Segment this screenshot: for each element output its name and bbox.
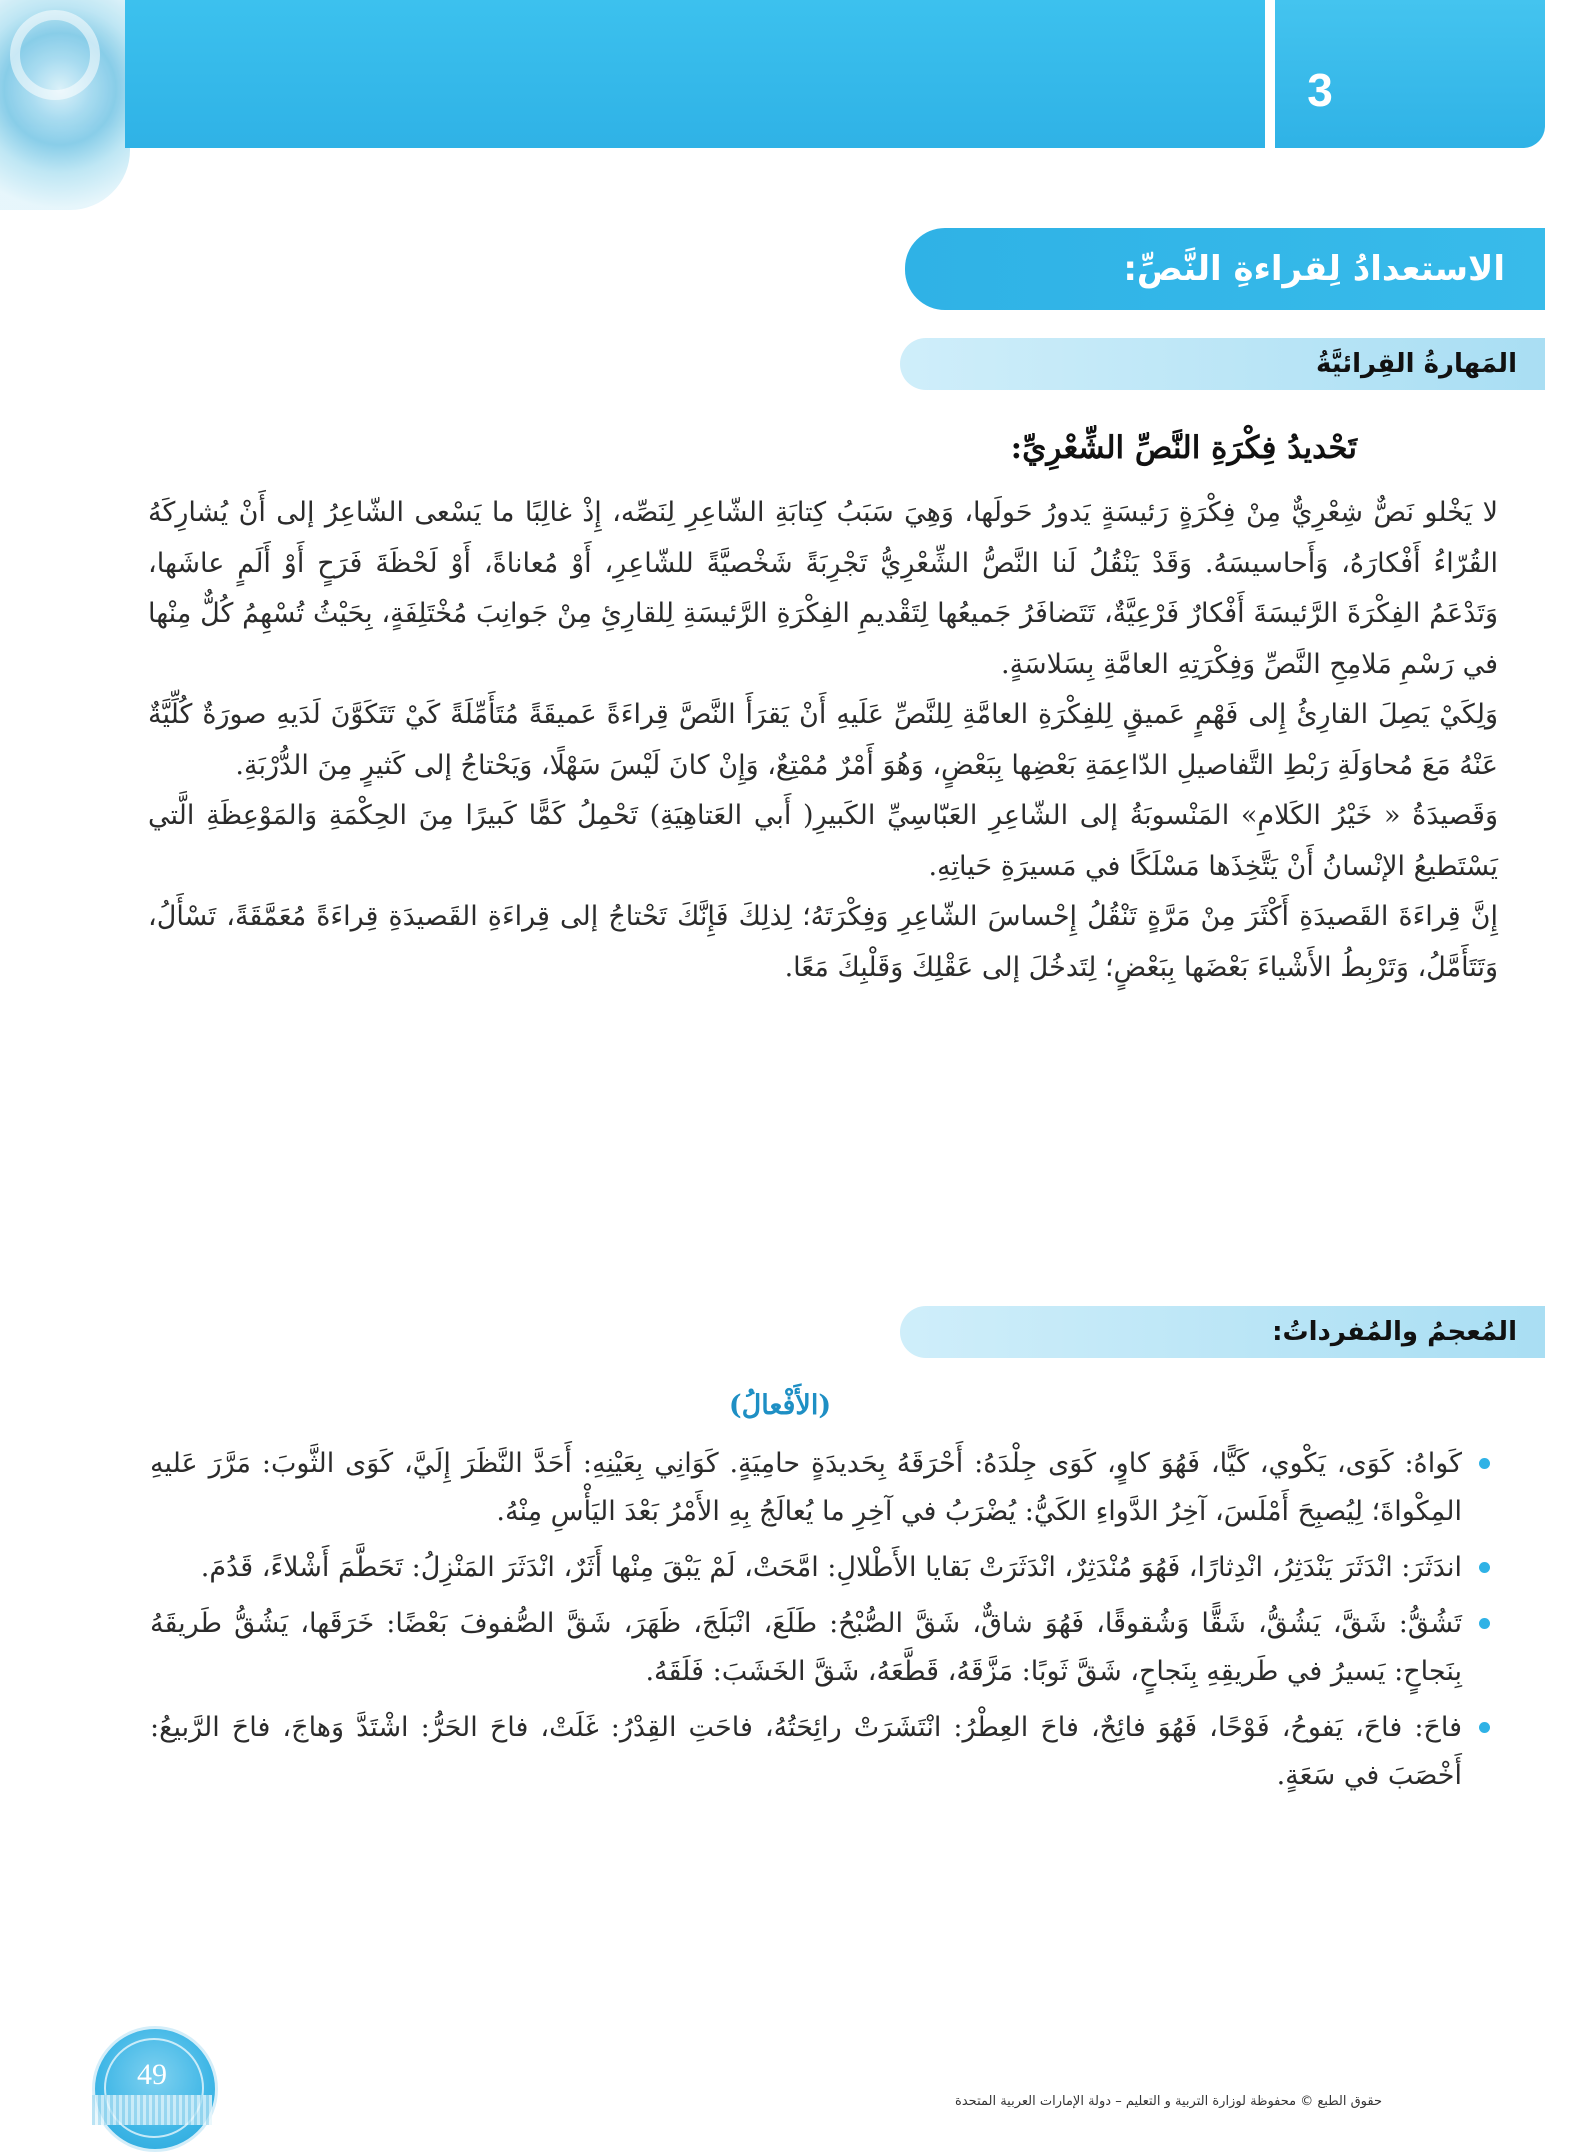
skill-body — [148, 488, 1498, 993]
subsection-heading-text: المَهارةُ القِرائيَّةُ — [1315, 349, 1517, 379]
subsection-heading-reading-skill — [900, 338, 1545, 390]
copyright-notice: حقوق الطبع © محفوظة لوزارة التربية و التعليم – دولة الإمارات العربية المتحدة — [955, 2094, 1382, 2109]
bullet-icon — [1479, 1618, 1490, 1629]
paragraph: وَقَصيدَةُ « خَيْرُ الكَلامِ» المَنْسوبَةُ إلى الشّاعِرِ العَبّاسِيِّ الكَبيرِ( أَبي العَتاهِيَةِ) تَحْمِلُ كَمًّا كَبيرًا مِنَ الحِكْمَةِ وَالمَوْعِظَةِ الَّتي يَسْتَطيعُ الإنْسانُ أَنْ يَتَّخِذَها مَسْلَكًا في مَسيرَةِ حَياتِهِ. — [148, 800, 1499, 882]
page-number: 49 — [137, 2058, 167, 2091]
paragraph: وَلِكَيْ يَصِلَ القارِئُ إِلى فَهْمٍ عَميقٍ لِلفِكْرَةِ العامَّةِ لِلنَّصِّ عَلَيهِ أَنْ يَقرَأَ النَّصَّ قِراءَةً عَميقَةً مُتَأَمِّلَةً كَيْ تَتَكَوَّنَ لَدَيهِ صورَةٌ كُلِّيَّةٌ عَنْهُ مَعَ مُحاوَلَةِ رَبْطِ التَّفاصيلِ الدّاعِمَةِ بَعْضِها بِبَعْضٍ، وَهُوَ أَمْرٌ مُمْتِعٌ، وَإِنْ كانَ لَيْسَ سَهْلًا، وَيَحْتاجُ إلى كَثيرٍ مِنَ الدُّرْبَةِ. — [148, 699, 1498, 781]
bullet-icon — [1479, 1458, 1490, 1469]
swirl-decoration — [10, 10, 100, 100]
vocabulary-text: فاحَ: فاحَ، يَفوحُ، فَوْحًا، فَهُوَ فائِحٌ، فاحَ العِطْرُ: انْتَشَرَتْ رائِحَتُهُ، فاحَتِ القِدْرُ: غَلَتْ، فاحَ الحَرُّ: اشْتَدَّ وَهاجَ، فاحَ الرَّبيعُ: أَخْصَبَ في سَعَةٍ. — [150, 1712, 1462, 1791]
footer-pattern — [92, 2095, 212, 2125]
vocabulary-text: تَشُقُّ: شَقَّ، يَشُقُّ، شَقًّا وَشُقوقًا، فَهُوَ شاقٌّ، شَقَّ الصُّبْحُ: طَلَعَ، انْبَلَجَ، ظَهَرَ، شَقَّ الصُّفوفَ بَعْضًا: خَرَقَها، يَشُقُّ طَريقَهُ بِنَجاحٍ: يَسيرُ في طَريقِهِ بِنَجاحٍ، شَقَّ ثَوبًا: مَزَّقَهُ، قَطَّعَهُ، شَقَّ الخَشَبَ: فَلَقَهُ. — [150, 1608, 1462, 1687]
paragraph: لا يَخْلو نَصٌّ شِعْرِيٌّ مِنْ فِكْرَةٍ رَئيسَةٍ يَدورُ حَولَها، وَهِيَ سَبَبُ كِتابَةِ الشّاعِرِ لِنَصِّه، إِذْ غالِبًا ما يَسْعى الشّاعِرُ إلى أَنْ يُشارِكَهُ القُرّاءُ أَفْكارَهُ، وَأَحاسيسَهُ. وَقَدْ يَنْقُلُ لَنا النَّصُّ الشِّعْرِيُّ تَجْرِبَةً شَخْصيَّةً للشّاعِرِ، أَوْ مُعاناةً، أَوْ لَحْظَةَ فَرَحٍ أَوْ أَلَمٍ عاشَها، وَتَدْعَمُ الفِكْرَةَ الرَّئيسَةَ أَفْكارٌ فَرْعِيَّةٌ، تَتَضافَرُ جَميعُها لِتَقْديمِ الفِكْرَةِ الرَّئيسَةِ لِلقارِئِ مِنْ جَوانِبَ مُخْتَلِفَةٍ، بِحَيْثُ تُسْهِمُ كُلٌّ مِنْها في رَسْمِ مَلامِحِ النَّصِّ وَفِكْرَتِهِ العامَّةِ بِسَلاسَةٍ. — [148, 497, 1498, 680]
vocabulary-text: كَواهُ: كَوَى، يَكْوي، كَيًّا، فَهُوَ كاوٍ، كَوَى جِلْدَهُ: أَحْرَقَهُ بِحَديدَةٍ حامِيَةٍ. كَوَانِي بِعَيْنِهِ: أَحَدَّ النَّظَرَ إِلَيَّ، كَوَى الثَّوبَ: مَرَّرَ عَليهِ المِكْواةَ؛ لِيُصبِحَ أَمْلَسَ، آخِرُ الدَّواءِ الكَيُّ: يُضْرَبُ في آخِرِ ما يُعالَجُ بِهِ الأَمْرُ بَعْدَ اليَأْسِ مِنْهُ. — [150, 1448, 1462, 1527]
skill-subtitle: تَحْديدُ فِكْرَةِ النَّصِّ الشِّعْرِيِّ: — [1010, 430, 1357, 466]
header-band — [125, 0, 1265, 148]
corner-ornament — [0, 0, 130, 210]
section-heading-text: الاستعدادُ لِقراءةِ النَّصِّ: — [1123, 249, 1505, 289]
vocabulary-item — [150, 1440, 1490, 1536]
vocabulary-list — [150, 1440, 1490, 1808]
vocabulary-item — [150, 1544, 1490, 1592]
bullet-icon — [1479, 1722, 1490, 1733]
vocabulary-item — [150, 1704, 1490, 1800]
verbs-heading: (الأَفْعالُ) — [728, 1390, 832, 1421]
paragraph: إِنَّ قِراءَةَ القَصيدَةِ أَكْثَرَ مِنْ مَرَّةٍ تَنْقُلُ إِحْساسَ الشّاعِرِ وَفِكْرَتَهُ؛ لِذلِكَ فَإِنَّكَ تَحْتاجُ إلى قِراءَةِ القَصيدَةِ قِراءَةً مُعَمَّقَةً، تَسْأَلُ، وَتَتَأَمَّلُ، وَتَرْبِطُ الأَشْياءَ بَعْضَها بِبَعْضٍ؛ لِتَدخُلَ إلى عَقْلِكَ وَقَلْبِكَ مَعًا. — [148, 901, 1498, 983]
subsection-heading-lexicon — [900, 1306, 1545, 1358]
bullet-icon — [1479, 1562, 1490, 1573]
subsection-heading-text: المُعجمُ والمُفرداتُ: — [1272, 1317, 1517, 1347]
header-divider — [1265, 0, 1275, 148]
vocabulary-item — [150, 1600, 1490, 1696]
chapter-number: 3 — [1307, 64, 1333, 116]
section-heading-reading-prep — [905, 228, 1545, 310]
vocabulary-text: اندَثَرَ: انْدَثَرَ يَنْدَثِرُ، انْدِثارًا، فَهُوَ مُنْدَثِرٌ، انْدَثَرَتْ بَقايا الأَطْلالِ: امَّحَتْ، لَمْ يَبْقَ مِنْها أَثَرٌ، انْدَثَرَ المَنْزِلُ: تَحَطَّمَ أَشْلاءً، قَدُمَ. — [200, 1552, 1462, 1583]
